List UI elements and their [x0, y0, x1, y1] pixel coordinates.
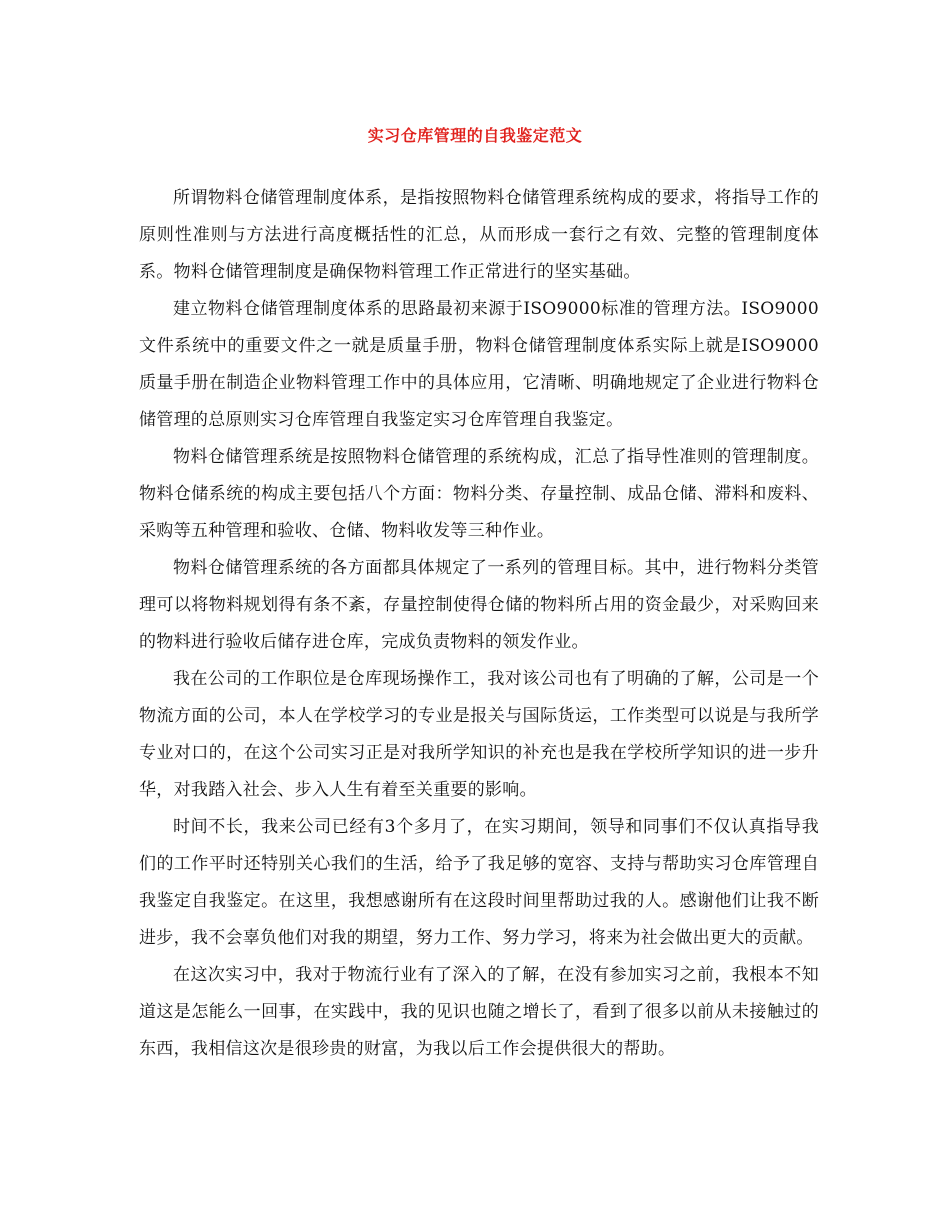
paragraph: 物料仓储管理系统的各方面都具体规定了一系列的管理目标。其中，进行物料分类管理可以将物料规划得有条不紊，存量控制使得仓储的物料所占用的资金最少，对采购回来的物料进行验收后储存进仓库，完成负责物料的领发作业。 [139, 558, 819, 652]
paragraph: 时间不长，我来公司已经有3个多月了，在实习期间，领导和同事们不仅认真指导我们的工作平时还特别关心我们的生活，给予了我足够的宽容、支持与帮助实习仓库管理自我鉴定自我鉴定。在这里，我想感谢所有在这段时间里帮助过我的人。感谢他们让我不断进步，我不会辜负他们对我的期望，努力工作、努力学习，将来为社会做出更大的贡献。 [139, 817, 819, 948]
document-title: 实习仓库管理的自我鉴定范文 [367, 126, 583, 145]
document-body [139, 180, 819, 1068]
paragraph: 建立物料仓储管理制度体系的思路最初来源于ISO9000标准的管理方法。ISO9000文件系统中的重要文件之一就是质量手册，物料仓储管理制度体系实际上就是ISO9000质量手册在制造企业物料管理工作中的具体应用，它清晰、明确地规定了企业进行物料仓储管理的总原则实习仓库管理自我鉴定实习仓库管理自我鉴定。 [139, 299, 819, 430]
paragraph: 我在公司的工作职位是仓库现场操作工，我对该公司也有了明确的了解，公司是一个物流方面的公司，本人在学校学习的专业是报关与国际货运，工作类型可以说是与我所学专业对口的，在这个公司实习正是对我所学知识的补充也是我在学校所学知识的进一步升华，对我踏入社会、步入人生有着至关重要的影响。 [139, 669, 819, 800]
paragraph: 物料仓储管理系统是按照物料仓储管理的系统构成，汇总了指导性准则的管理制度。物料仓储系统的构成主要包括八个方面：物料分类、存量控制、成品仓储、滞料和废料、采购等五种管理和验收、仓储、物料收发等三种作业。 [139, 447, 819, 541]
paragraph: 在这次实习中，我对于物流行业有了深入的了解，在没有参加实习之前，我根本不知道这是怎能么一回事，在实践中，我的见识也随之增长了，看到了很多以前从未接触过的东西，我相信这次是很珍贵的财富，为我以后工作会提供很大的帮助。 [139, 965, 819, 1059]
paragraph: 所谓物料仓储管理制度体系，是指按照物料仓储管理系统构成的要求，将指导工作的原则性准则与方法进行高度概括性的汇总，从而形成一套行之有效、完整的管理制度体系。物料仓储管理制度是确保物料管理工作正常进行的坚实基础。 [139, 188, 819, 282]
